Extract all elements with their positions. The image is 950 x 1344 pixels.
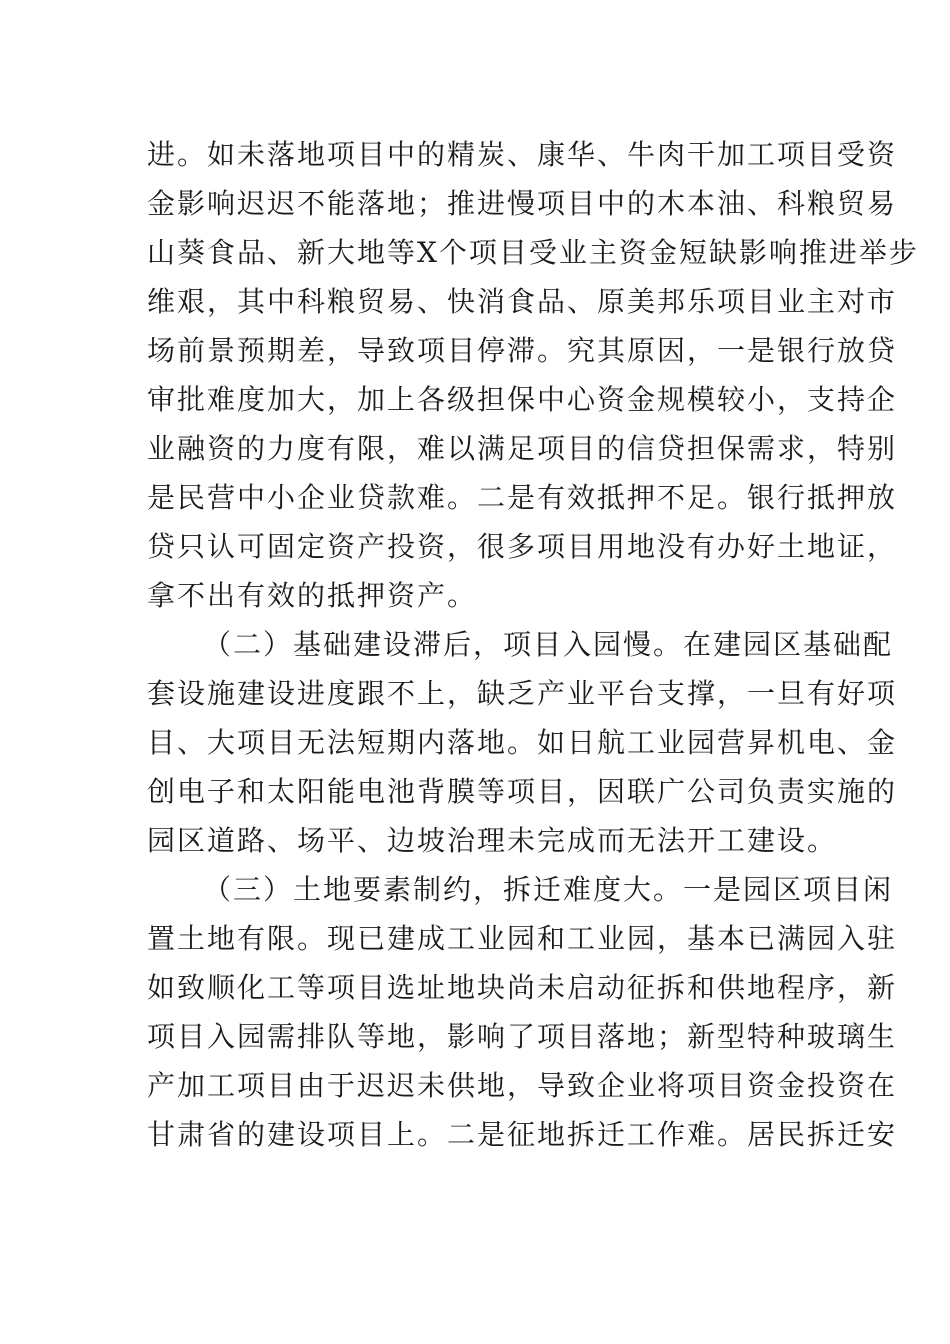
text-line-21: 甘肃省的建设项目上。二是征地拆迁工作难。居民拆迁安 (147, 1118, 898, 1151)
text-line-7: 业融资的力度有限，难以满足项目的信贷担保需求，特别 (147, 432, 898, 465)
section-heading-2: （二）基础建设滞后，项目入园慢。在建园区基础配 (203, 628, 894, 661)
text-line-4: 维艰，其中科粮贸易、快消食品、原美邦乐项目业主对市 (147, 285, 898, 318)
text-line-8: 是民营中小企业贷款难。二是有效抵押不足。银行抵押放 (147, 481, 898, 514)
text-line-13: 目、大项目无法短期内落地。如日航工业园营昇机电、金 (147, 726, 898, 759)
text-line-9: 贷只认可固定资产投资，很多项目用地没有办好土地证， (147, 530, 898, 563)
text-line-6: 审批难度加大，加上各级担保中心资金规模较小，支持企 (147, 383, 898, 416)
text-line-19: 项目入园需排队等地，影响了项目落地；新型特种玻璃生 (147, 1020, 898, 1053)
text-line-5: 场前景预期差，导致项目停滞。究其原因，一是银行放贷 (147, 334, 898, 367)
text-line-14: 创电子和太阳能电池背膜等项目，因联广公司负责实施的 (147, 775, 898, 808)
text-line-2: 金影响迟迟不能落地；推进慢项目中的木本油、科粮贸易 (147, 187, 898, 220)
text-line-15: 园区道路、场平、边坡治理未完成而无法开工建设。 (147, 824, 838, 857)
body-text (147, 130, 919, 1159)
text-line-20: 产加工项目由于迟迟未供地，导致企业将项目资金投资在 (147, 1069, 898, 1102)
text-line-18: 如致顺化工等项目选址地块尚未启动征拆和供地程序，新 (147, 971, 898, 1004)
section-heading-3: （三）土地要素制约，拆迁难度大。一是园区项目闲 (203, 873, 894, 906)
text-line-10: 拿不出有效的抵押资产。 (147, 579, 478, 612)
text-line-17: 置土地有限。现已建成工业园和工业园，基本已满园入驻 (147, 922, 898, 955)
text-line-1: 进。如未落地项目中的精炭、康华、牛肉干加工项目受资 (147, 138, 898, 171)
text-line-3: 山葵食品、新大地等X个项目受业主资金短缺影响推进举步 (147, 236, 919, 269)
text-line-12: 套设施建设进度跟不上，缺乏产业平台支撑，一旦有好项 (147, 677, 898, 710)
